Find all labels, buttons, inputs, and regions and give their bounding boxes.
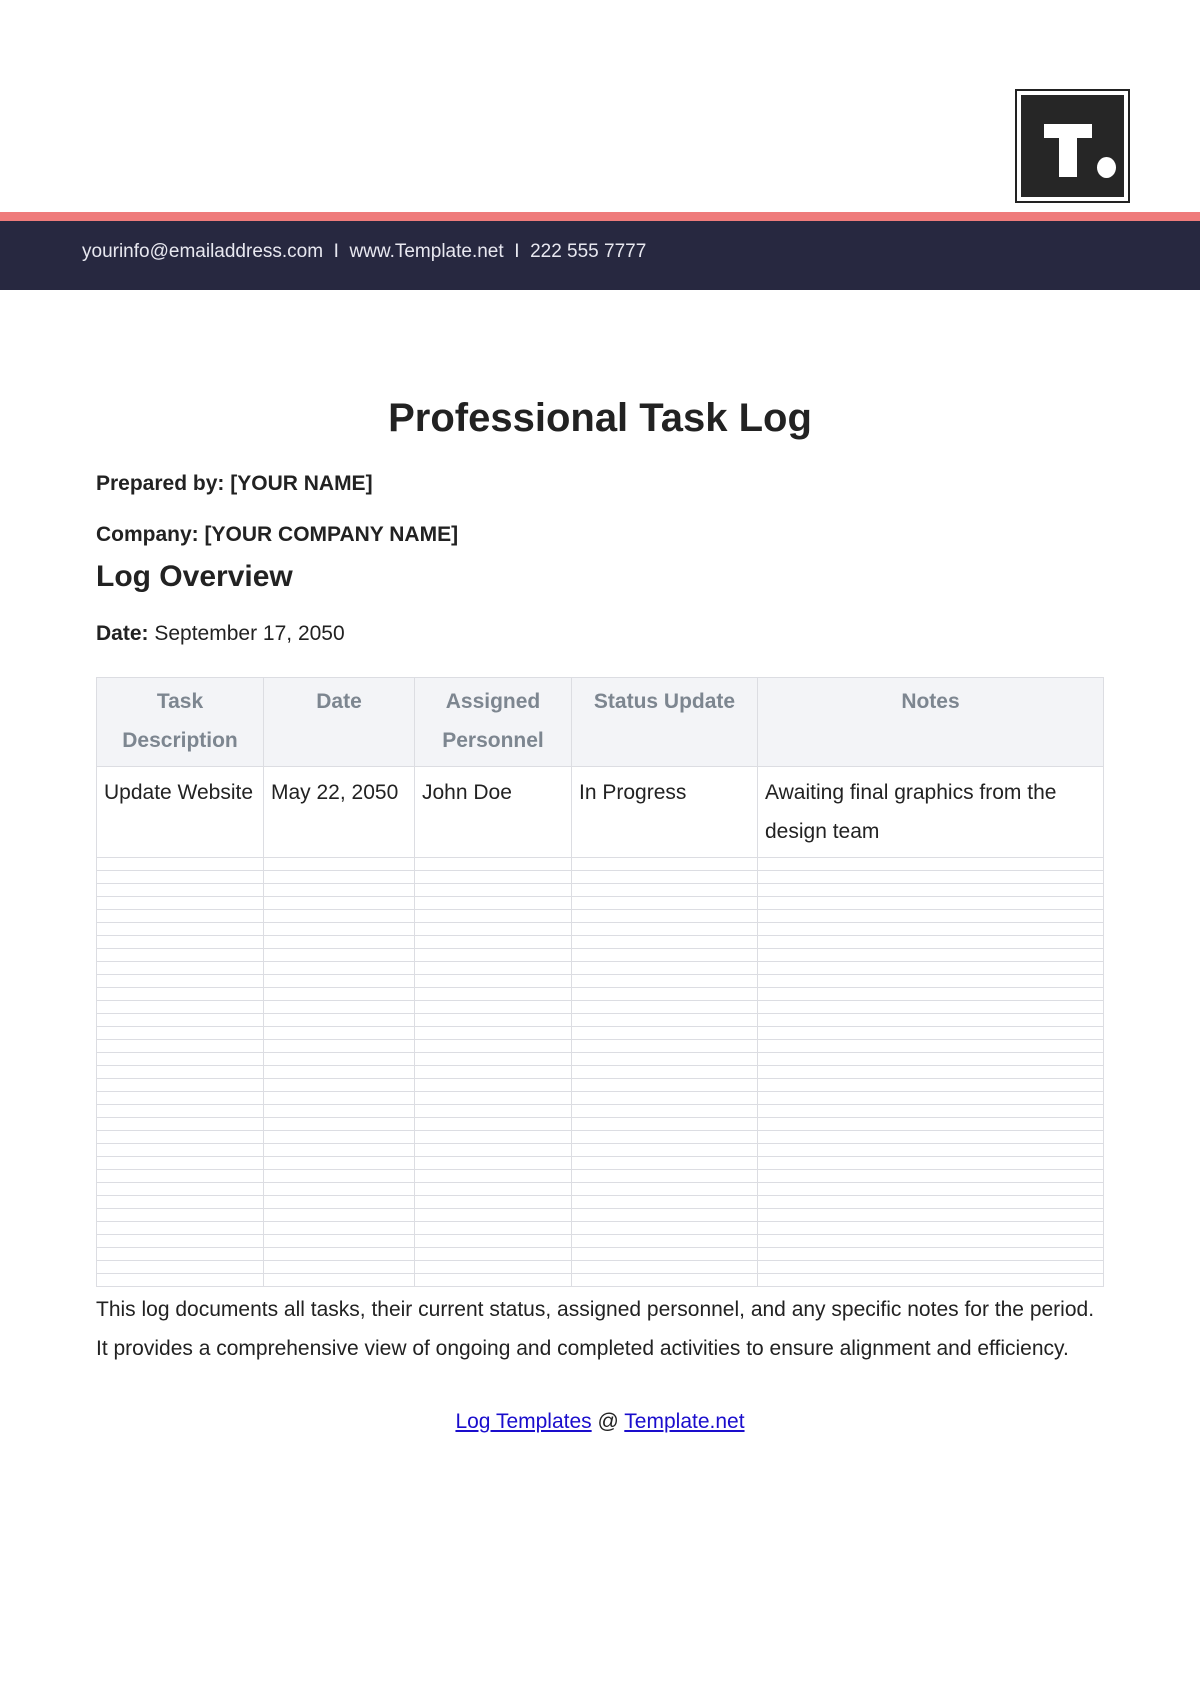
empty-cell[interactable] [97,1170,264,1183]
empty-cell[interactable] [572,858,758,871]
empty-cell[interactable] [97,1183,264,1196]
empty-cell[interactable] [97,884,264,897]
cell-task: Update Website [97,767,264,858]
contact-info [82,241,646,263]
empty-cell[interactable] [415,1066,572,1079]
empty-table-row [97,1144,1104,1157]
empty-cell[interactable] [415,1235,572,1248]
empty-table-row [97,871,1104,884]
accent-stripe [0,212,1200,221]
at-sign: @ [597,1410,619,1433]
empty-table-row [97,1014,1104,1027]
empty-cell[interactable] [415,1248,572,1261]
empty-cell[interactable] [415,1014,572,1027]
empty-cell[interactable] [572,1183,758,1196]
empty-table-row [97,949,1104,962]
empty-table-row [97,1235,1104,1248]
empty-cell[interactable] [97,1157,264,1170]
empty-table-row [97,1209,1104,1222]
empty-cell[interactable] [415,1170,572,1183]
empty-cell[interactable] [572,1066,758,1079]
empty-table-row [97,1196,1104,1209]
empty-cell[interactable] [415,897,572,910]
page-title: Professional Task Log [388,396,812,440]
empty-cell[interactable] [758,988,1104,1001]
empty-cell[interactable] [758,949,1104,962]
company-label: Company: [96,523,199,546]
empty-cell[interactable] [758,897,1104,910]
empty-cell[interactable] [264,1027,415,1040]
empty-cell[interactable] [572,1027,758,1040]
empty-cell[interactable] [758,936,1104,949]
contact-phone: 222 555 7777 [530,241,647,262]
empty-cell[interactable] [758,1118,1104,1131]
empty-cell[interactable] [264,936,415,949]
empty-cell[interactable] [264,1079,415,1092]
empty-cell[interactable] [758,1222,1104,1235]
empty-table-row [97,1274,1104,1287]
empty-cell[interactable] [415,884,572,897]
empty-cell[interactable] [758,1014,1104,1027]
empty-cell[interactable] [415,1092,572,1105]
empty-cell[interactable] [572,923,758,936]
empty-cell[interactable] [572,1261,758,1274]
empty-cell[interactable] [758,1079,1104,1092]
empty-cell[interactable] [758,923,1104,936]
empty-cell[interactable] [415,988,572,1001]
empty-cell[interactable] [264,949,415,962]
empty-cell[interactable] [572,1014,758,1027]
empty-table-row [97,1027,1104,1040]
empty-cell[interactable] [572,897,758,910]
empty-table-row [97,1105,1104,1118]
empty-cell[interactable] [572,949,758,962]
empty-cell[interactable] [572,1144,758,1157]
empty-cell[interactable] [758,910,1104,923]
empty-cell[interactable] [572,1157,758,1170]
empty-cell[interactable] [264,1131,415,1144]
empty-cell[interactable] [758,1053,1104,1066]
empty-cell[interactable] [415,1261,572,1274]
empty-cell[interactable] [97,1196,264,1209]
cell-date: May 22, 2050 [264,767,415,858]
empty-cell[interactable] [97,1209,264,1222]
empty-cell[interactable] [758,871,1104,884]
empty-cell[interactable] [264,1040,415,1053]
empty-cell[interactable] [97,858,264,871]
empty-table-row [97,1118,1104,1131]
empty-table-row [97,1066,1104,1079]
empty-cell[interactable] [264,1196,415,1209]
empty-table-row [97,975,1104,988]
empty-cell[interactable] [97,962,264,975]
empty-cell[interactable] [264,1209,415,1222]
empty-cell[interactable] [97,975,264,988]
empty-cell[interactable] [415,949,572,962]
cell-personnel: John Doe [415,767,572,858]
empty-table-row [97,1001,1104,1014]
empty-cell[interactable] [264,884,415,897]
empty-cell[interactable] [97,923,264,936]
empty-cell[interactable] [264,1092,415,1105]
log-date [96,622,345,646]
empty-cell[interactable] [97,897,264,910]
empty-cell[interactable] [572,910,758,923]
company-value: [YOUR COMPANY NAME] [204,523,459,546]
empty-cell[interactable] [97,1131,264,1144]
empty-cell[interactable] [97,1001,264,1014]
empty-table-row [97,1261,1104,1274]
header-notes: Notes [758,678,1104,767]
prepared-by [96,472,373,496]
empty-cell[interactable] [572,988,758,1001]
empty-cell[interactable] [415,1222,572,1235]
empty-cell[interactable] [264,1274,415,1287]
contact-website: www.Template.net [349,241,504,262]
empty-cell[interactable] [97,1144,264,1157]
header-status-update: Status Update [572,678,758,767]
empty-cell[interactable] [264,1001,415,1014]
empty-cell[interactable] [572,1248,758,1261]
empty-cell[interactable] [415,1001,572,1014]
empty-cell[interactable] [264,1235,415,1248]
empty-cell[interactable] [264,962,415,975]
header-date: Date [264,678,415,767]
empty-cell[interactable] [415,1157,572,1170]
empty-cell[interactable] [758,1274,1104,1287]
empty-cell[interactable] [415,1131,572,1144]
empty-cell[interactable] [264,858,415,871]
empty-cell[interactable] [97,1014,264,1027]
empty-cell[interactable] [758,1027,1104,1040]
empty-cell[interactable] [415,975,572,988]
empty-table-row [97,884,1104,897]
empty-cell[interactable] [758,1092,1104,1105]
empty-cell[interactable] [97,1027,264,1040]
prepared-by-label: Prepared by: [96,472,225,495]
empty-table-row [97,936,1104,949]
empty-cell[interactable] [415,962,572,975]
empty-cell[interactable] [572,1274,758,1287]
empty-table-row [97,1170,1104,1183]
empty-cell[interactable] [415,1274,572,1287]
empty-cell[interactable] [97,1222,264,1235]
empty-cell[interactable] [97,1235,264,1248]
empty-cell[interactable] [572,1105,758,1118]
empty-cell[interactable] [572,1131,758,1144]
empty-cell[interactable] [97,910,264,923]
empty-cell[interactable] [572,1196,758,1209]
empty-cell[interactable] [758,1209,1104,1222]
empty-cell[interactable] [572,1222,758,1235]
empty-cell[interactable] [572,975,758,988]
empty-table-row [97,1222,1104,1235]
empty-cell[interactable] [264,1014,415,1027]
empty-table-row [97,962,1104,975]
empty-cell[interactable] [97,1118,264,1131]
cell-status: In Progress [572,767,758,858]
header-assigned-personnel: Assigned Personnel [415,678,572,767]
empty-cell[interactable] [758,1131,1104,1144]
cell-notes: Awaiting final graphics from the design team [758,767,1104,858]
empty-cell[interactable] [572,1170,758,1183]
empty-cell[interactable] [758,1105,1104,1118]
empty-cell[interactable] [758,975,1104,988]
empty-cell[interactable] [97,1261,264,1274]
empty-cell[interactable] [415,1040,572,1053]
empty-cell[interactable] [264,1157,415,1170]
footer-links [0,1410,1200,1434]
empty-table-row [97,988,1104,1001]
empty-cell[interactable] [97,1040,264,1053]
empty-cell[interactable] [97,949,264,962]
task-log-table [96,677,1104,1287]
empty-table-row [97,897,1104,910]
empty-cell[interactable] [572,962,758,975]
header-task-description: Task Description [97,678,264,767]
empty-cell[interactable] [97,1274,264,1287]
separator: I [333,241,339,262]
empty-table-row [97,1079,1104,1092]
empty-table-row [97,1157,1104,1170]
empty-table-row [97,1131,1104,1144]
empty-cell[interactable] [97,988,264,1001]
empty-cell[interactable] [758,1183,1104,1196]
empty-cell[interactable] [415,923,572,936]
empty-cell[interactable] [572,1209,758,1222]
table-row [97,767,1104,858]
empty-cell[interactable] [415,1053,572,1066]
empty-cell[interactable] [572,1092,758,1105]
empty-cell[interactable] [415,858,572,871]
empty-cell[interactable] [572,1040,758,1053]
empty-cell[interactable] [415,1118,572,1131]
empty-cell[interactable] [415,1079,572,1092]
empty-table-row [97,910,1104,923]
empty-cell[interactable] [758,1196,1104,1209]
empty-cell[interactable] [758,1261,1104,1274]
empty-table-row [97,1092,1104,1105]
empty-cell[interactable] [415,1027,572,1040]
date-value: September 17, 2050 [154,622,345,645]
empty-cell[interactable] [415,1105,572,1118]
prepared-by-value: [YOUR NAME] [230,472,373,495]
empty-cell[interactable] [758,1040,1104,1053]
empty-cell[interactable] [264,897,415,910]
empty-cell[interactable] [264,1170,415,1183]
empty-cell[interactable] [415,1183,572,1196]
section-title: Log Overview [96,560,293,593]
empty-cell[interactable] [572,1001,758,1014]
empty-cell[interactable] [264,1053,415,1066]
empty-cell[interactable] [572,871,758,884]
empty-cell[interactable] [97,1079,264,1092]
empty-cell[interactable] [415,1196,572,1209]
empty-cell[interactable] [264,871,415,884]
empty-cell[interactable] [97,936,264,949]
empty-table-row [97,1248,1104,1261]
empty-cell[interactable] [415,1209,572,1222]
empty-cell[interactable] [415,871,572,884]
empty-table-row [97,858,1104,871]
empty-cell[interactable] [758,1066,1104,1079]
empty-cell[interactable] [264,1144,415,1157]
empty-cell[interactable] [264,1118,415,1131]
empty-cell[interactable] [758,1157,1104,1170]
empty-cell[interactable] [758,962,1104,975]
empty-cell[interactable] [415,910,572,923]
empty-cell[interactable] [758,858,1104,871]
empty-cell[interactable] [264,1105,415,1118]
empty-cell[interactable] [572,1235,758,1248]
empty-cell[interactable] [97,1248,264,1261]
empty-cell[interactable] [572,1079,758,1092]
empty-cell[interactable] [758,1144,1104,1157]
empty-cell[interactable] [264,923,415,936]
empty-cell[interactable] [97,871,264,884]
empty-cell[interactable] [264,1066,415,1079]
template-net-link[interactable]: Template.net [624,1410,745,1433]
log-templates-link[interactable]: Log Templates [455,1410,592,1433]
empty-table-row [97,923,1104,936]
empty-cell[interactable] [572,1053,758,1066]
empty-cell[interactable] [758,1235,1104,1248]
summary-paragraph: This log documents all tasks, their current status, assigned personnel, and any specific notes for the period. It provides a comprehensive view of ongoing and completed activities to ensure alignment and efficiency. [96,1298,1095,1360]
empty-table-row [97,1053,1104,1066]
empty-cell[interactable] [572,936,758,949]
empty-cell[interactable] [758,884,1104,897]
empty-cell[interactable] [264,1261,415,1274]
empty-cell[interactable] [415,1144,572,1157]
empty-cell[interactable] [264,910,415,923]
empty-cell[interactable] [264,1222,415,1235]
empty-cell[interactable] [264,975,415,988]
empty-cell[interactable] [97,1105,264,1118]
empty-cell[interactable] [758,1001,1104,1014]
separator: I [514,241,520,262]
logo-mark-icon [1021,95,1124,197]
template-logo [1015,89,1130,203]
empty-cell[interactable] [97,1053,264,1066]
empty-table-row [97,1183,1104,1196]
empty-cell[interactable] [415,936,572,949]
empty-cell[interactable] [97,1092,264,1105]
company [96,523,458,547]
empty-cell[interactable] [758,1170,1104,1183]
empty-cell[interactable] [264,988,415,1001]
empty-cell[interactable] [264,1248,415,1261]
empty-cell[interactable] [572,1118,758,1131]
empty-cell[interactable] [97,1066,264,1079]
date-label: Date: [96,622,149,645]
empty-cell[interactable] [758,1248,1104,1261]
contact-email: yourinfo@emailaddress.com [82,241,324,262]
empty-cell[interactable] [572,884,758,897]
empty-cell[interactable] [264,1183,415,1196]
empty-table-row [97,1040,1104,1053]
table-header-row [97,678,1104,767]
